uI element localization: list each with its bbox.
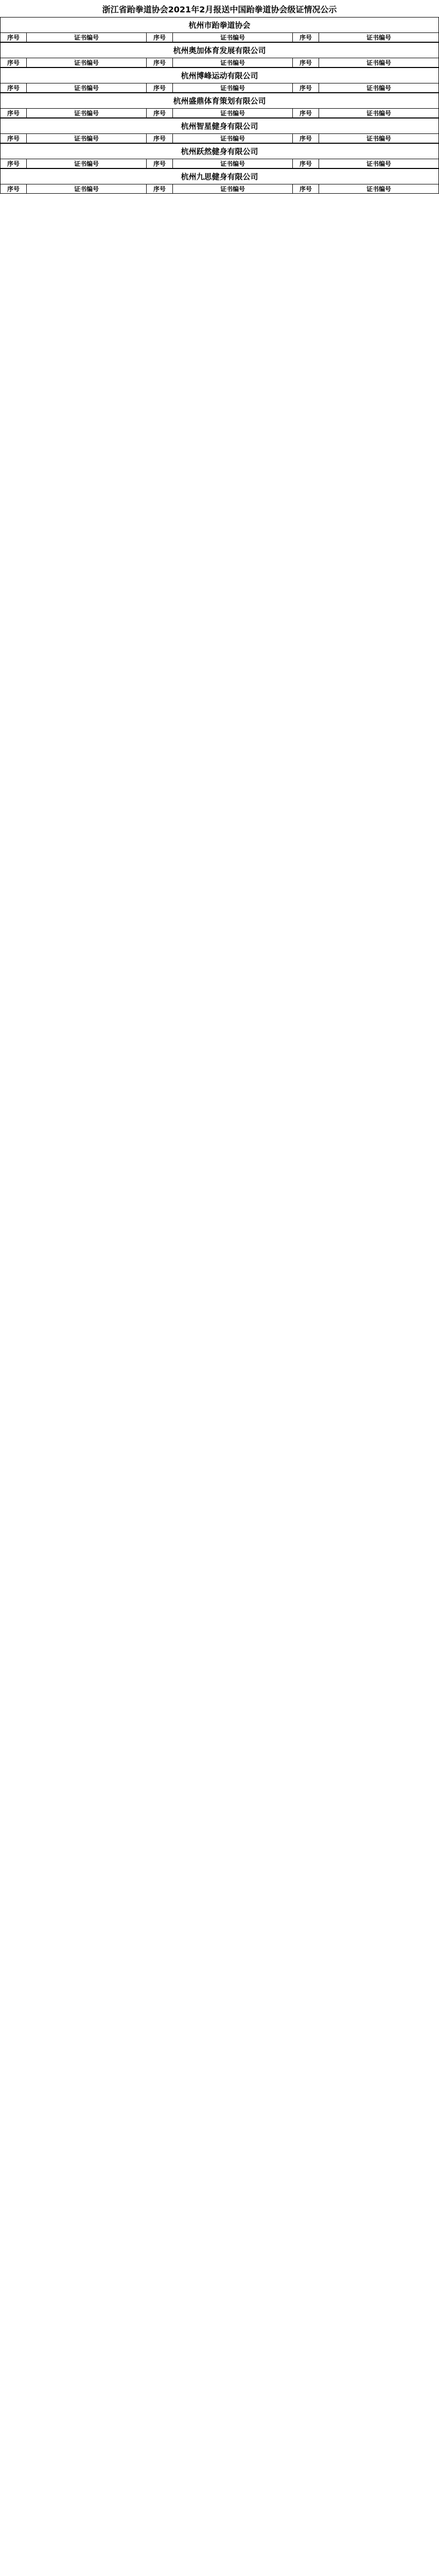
header-seq: 序号 — [293, 159, 319, 168]
section-header: 杭州博峰运动有限公司 — [0, 67, 439, 83]
header-seq: 序号 — [293, 83, 319, 93]
header-seq: 序号 — [147, 109, 173, 118]
header-cert-no: 证书编号 — [319, 134, 439, 143]
header-seq: 序号 — [147, 159, 173, 168]
header-seq: 序号 — [1, 58, 27, 67]
header-cert-no: 证书编号 — [173, 58, 293, 67]
header-seq: 序号 — [147, 58, 173, 67]
header-seq: 序号 — [1, 83, 27, 93]
header-cert-no: 证书编号 — [173, 184, 293, 194]
header-cert-no: 证书编号 — [319, 83, 439, 93]
header-cert-no: 证书编号 — [173, 83, 293, 93]
header-cert-no: 证书编号 — [173, 33, 293, 42]
section-header: 杭州九思健身有限公司 — [0, 168, 439, 184]
section-header: 杭州盛鼎体育策划有限公司 — [0, 93, 439, 108]
header-seq: 序号 — [147, 83, 173, 93]
header-seq: 序号 — [147, 33, 173, 42]
header-cert-no: 证书编号 — [27, 159, 147, 168]
header-seq: 序号 — [1, 134, 27, 143]
certificate-table — [0, 184, 439, 194]
header-cert-no: 证书编号 — [27, 134, 147, 143]
header-seq: 序号 — [1, 109, 27, 118]
certificate-table — [0, 32, 439, 42]
certificate-table — [0, 58, 439, 67]
header-seq: 序号 — [293, 109, 319, 118]
header-cert-no: 证书编号 — [27, 184, 147, 194]
header-cert-no: 证书编号 — [27, 33, 147, 42]
header-cert-no: 证书编号 — [173, 159, 293, 168]
header-seq: 序号 — [293, 184, 319, 194]
header-cert-no: 证书编号 — [319, 159, 439, 168]
header-seq: 序号 — [147, 184, 173, 194]
header-seq: 序号 — [1, 33, 27, 42]
certificate-table — [0, 83, 439, 93]
certificate-table — [0, 159, 439, 168]
sections-container — [0, 17, 439, 194]
section-header: 杭州跃然健身有限公司 — [0, 143, 439, 159]
header-seq: 序号 — [293, 134, 319, 143]
header-cert-no: 证书编号 — [319, 33, 439, 42]
section-header: 杭州智星健身有限公司 — [0, 118, 439, 133]
certificate-table — [0, 108, 439, 118]
header-seq: 序号 — [293, 33, 319, 42]
header-cert-no: 证书编号 — [319, 109, 439, 118]
header-seq: 序号 — [293, 58, 319, 67]
header-cert-no: 证书编号 — [173, 134, 293, 143]
header-seq: 序号 — [1, 184, 27, 194]
header-cert-no: 证书编号 — [319, 58, 439, 67]
section-header: 杭州市跆拳道协会 — [0, 17, 439, 32]
header-cert-no: 证书编号 — [27, 83, 147, 93]
section-header: 杭州奥加体育发展有限公司 — [0, 42, 439, 58]
header-seq: 序号 — [147, 134, 173, 143]
certificate-table — [0, 133, 439, 143]
header-cert-no: 证书编号 — [27, 109, 147, 118]
header-cert-no: 证书编号 — [27, 58, 147, 67]
document — [0, 0, 439, 194]
header-cert-no: 证书编号 — [173, 109, 293, 118]
document-title: 浙江省跆拳道协会2021年2月报送中国跆拳道协会级证情况公示 — [102, 5, 337, 14]
header-seq: 序号 — [1, 159, 27, 168]
header-cert-no: 证书编号 — [319, 184, 439, 194]
